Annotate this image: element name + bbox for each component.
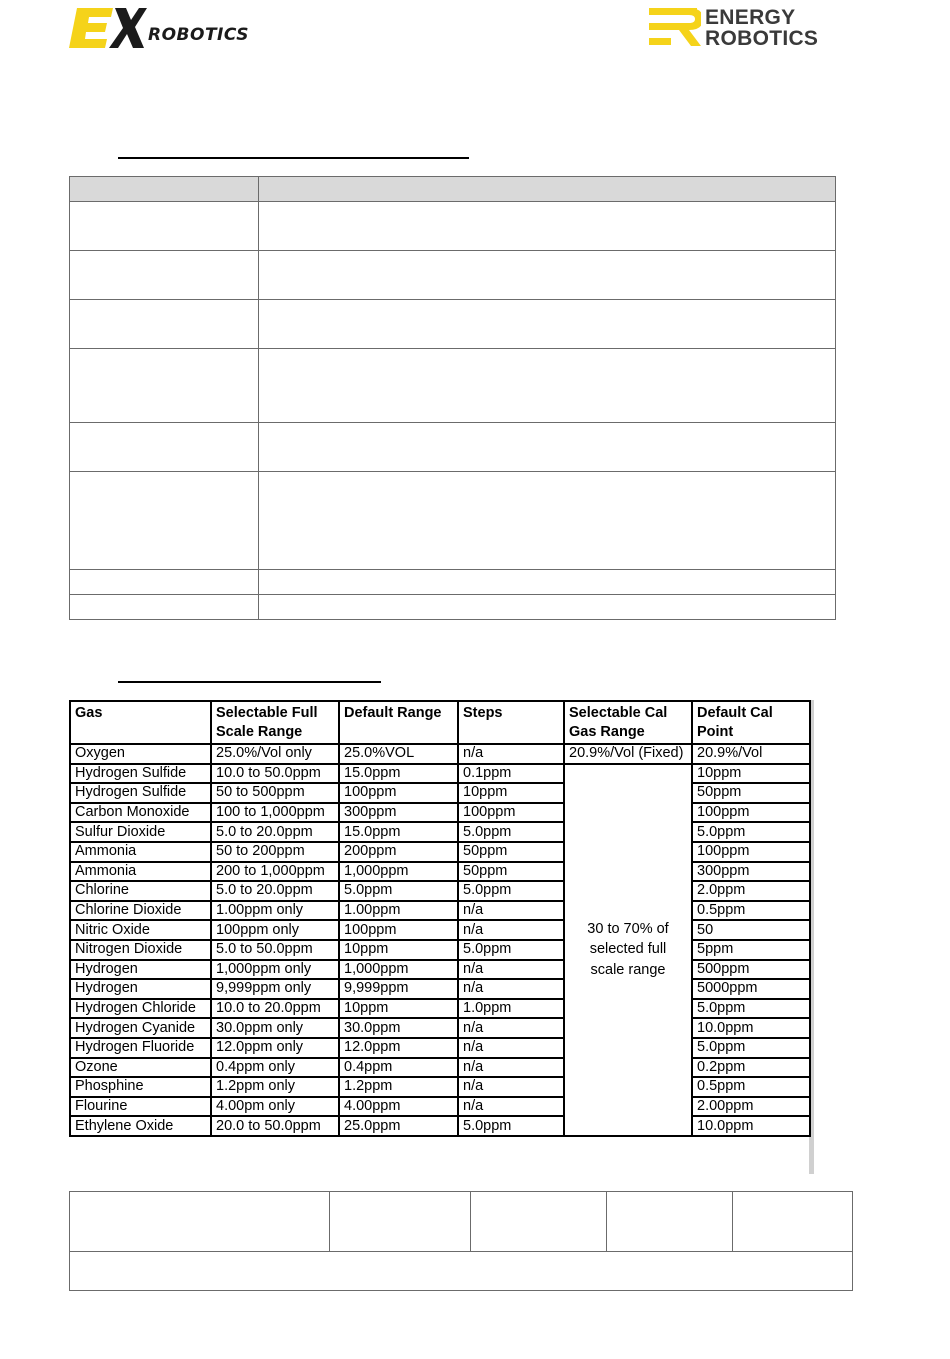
signoff-cell	[733, 1192, 853, 1252]
gas-table-cell: 30.0ppm	[339, 1018, 458, 1038]
gas-table-cell: 4.00ppm	[339, 1097, 458, 1117]
energy-robotics-logo	[649, 8, 829, 50]
signoff-row	[70, 1192, 853, 1252]
gas-table-cell: Hydrogen Fluoride	[70, 1038, 211, 1058]
gas-table-row	[70, 979, 810, 999]
spec-table-header-row	[70, 177, 836, 202]
gas-table-cell: 0.4ppm only	[211, 1058, 339, 1078]
spec-cell	[259, 423, 836, 472]
gas-table-header-cell: Default Cal Point	[692, 701, 810, 744]
spec-table-row	[70, 472, 836, 570]
gas-table-row	[70, 1018, 810, 1038]
gas-table-row	[70, 783, 810, 803]
gas-table-cell: 100ppm	[692, 803, 810, 823]
gas-table-cell: 100ppm only	[211, 920, 339, 940]
gas-table-header-cell: Selectable Full Scale Range	[211, 701, 339, 744]
gas-table-cell: 9,999ppm	[339, 979, 458, 999]
gas-table-cell: 100ppm	[339, 920, 458, 940]
gas-table-cell: Hydrogen Sulfide	[70, 764, 211, 784]
gas-table-cell: Oxygen	[70, 744, 211, 764]
signoff-cell	[471, 1192, 607, 1252]
specification-table	[69, 176, 836, 620]
gas-table-cell: n/a	[458, 960, 564, 980]
gas-table-cell: 1.2ppm	[339, 1077, 458, 1097]
spec-cell	[70, 349, 259, 423]
gas-table-cell: 1.0ppm	[458, 999, 564, 1019]
spec-cell	[259, 472, 836, 570]
spec-cell	[259, 202, 836, 251]
gas-table-cell: Chlorine Dioxide	[70, 901, 211, 921]
signoff-cell	[607, 1192, 733, 1252]
gas-table-row	[70, 842, 810, 862]
gas-table-cell: 50ppm	[692, 783, 810, 803]
gas-table-cell: 0.1ppm	[458, 764, 564, 784]
spec-header-cell	[259, 177, 836, 202]
spec-cell	[259, 570, 836, 595]
gas-table-cell: 50 to 200ppm	[211, 842, 339, 862]
merged-cal-range-cell: 30 to 70% of selected full scale range	[564, 764, 692, 1136]
section-heading-underline-1	[118, 157, 469, 159]
gas-table-row	[70, 1038, 810, 1058]
gas-table-cell: n/a	[458, 1038, 564, 1058]
gas-table-cell: 1,000ppm	[339, 862, 458, 882]
gas-table-cell: Phosphine	[70, 1077, 211, 1097]
spec-table-row	[70, 423, 836, 472]
gas-table-cell: 50ppm	[458, 862, 564, 882]
gas-table-row	[70, 1058, 810, 1078]
gas-table-cell: n/a	[458, 1077, 564, 1097]
gas-table-cell: Ammonia	[70, 842, 211, 862]
gas-table-cell: 30.0ppm only	[211, 1018, 339, 1038]
gas-range-table	[69, 700, 811, 1137]
gas-table-cell: 25.0ppm	[339, 1116, 458, 1136]
gas-table-cell: 1.2ppm only	[211, 1077, 339, 1097]
gas-table-cell: n/a	[458, 1058, 564, 1078]
gas-table-row	[70, 920, 810, 940]
gas-table-cell: Hydrogen	[70, 979, 211, 999]
spec-table-row	[70, 300, 836, 349]
spec-cell	[70, 202, 259, 251]
gas-table-cell: 10.0ppm	[692, 1018, 810, 1038]
gas-table-cell: 300ppm	[692, 862, 810, 882]
gas-table-cell: 100ppm	[692, 842, 810, 862]
signoff-table	[69, 1191, 853, 1291]
gas-table-cell: 5.0 to 20.0ppm	[211, 822, 339, 842]
gas-table-header-cell: Selectable Cal Gas Range	[564, 701, 692, 744]
gas-table-cell: 15.0ppm	[339, 764, 458, 784]
gas-table-cell: 20.9%/Vol (Fixed)	[564, 744, 692, 764]
spec-table-row	[70, 202, 836, 251]
gas-table-cell: 5.0ppm	[458, 822, 564, 842]
gas-table-cell: 5.0ppm	[458, 1116, 564, 1136]
gas-table-cell: Hydrogen Cyanide	[70, 1018, 211, 1038]
gas-table-cell: 0.5ppm	[692, 1077, 810, 1097]
gas-table-cell: 12.0ppm only	[211, 1038, 339, 1058]
gas-table-cell: 200 to 1,000ppm	[211, 862, 339, 882]
gas-table-cell: Nitrogen Dioxide	[70, 940, 211, 960]
gas-table-cell: 5.0ppm	[692, 999, 810, 1019]
spec-cell	[259, 251, 836, 300]
gas-table-cell: 300ppm	[339, 803, 458, 823]
spec-cell	[70, 251, 259, 300]
signoff-cell	[330, 1192, 471, 1252]
gas-table-cell: 1,000ppm	[339, 960, 458, 980]
gas-table-cell: Ethylene Oxide	[70, 1116, 211, 1136]
gas-table-row	[70, 1077, 810, 1097]
signoff-cell	[70, 1252, 853, 1291]
energy-logo-line2: ROBOTICS	[705, 27, 819, 50]
energy-logo-line1: ENERGY	[705, 6, 796, 29]
spec-header-cell	[70, 177, 259, 202]
gas-table-cell: 0.5ppm	[692, 901, 810, 921]
gas-table-cell: 5.0ppm	[692, 822, 810, 842]
gas-table-row	[70, 881, 810, 901]
gas-table-cell: 5.0ppm	[458, 940, 564, 960]
gas-table-cell: 5.0ppm	[458, 881, 564, 901]
gas-table-cell: Sulfur Dioxide	[70, 822, 211, 842]
gas-table-row	[70, 1097, 810, 1117]
spec-table-row	[70, 349, 836, 423]
gas-table-cell: n/a	[458, 744, 564, 764]
spec-cell	[70, 570, 259, 595]
section-heading-underline-2	[118, 681, 381, 683]
gas-table-cell: Hydrogen Sulfide	[70, 783, 211, 803]
gas-table-cell: n/a	[458, 1018, 564, 1038]
gas-table-cell: Carbon Monoxide	[70, 803, 211, 823]
gas-table-cell: 100ppm	[339, 783, 458, 803]
gas-table-cell: 4.00pm only	[211, 1097, 339, 1117]
gas-table-cell: Nitric Oxide	[70, 920, 211, 940]
spec-cell	[259, 300, 836, 349]
energy-robotics-logo-mark-icon	[649, 8, 701, 48]
gas-table-row	[70, 764, 810, 784]
ex-logo-mark-icon	[69, 8, 147, 48]
gas-table-cell: 1,000ppm only	[211, 960, 339, 980]
gas-table-cell: 1.00ppm only	[211, 901, 339, 921]
gas-table-cell: 2.0ppm	[692, 881, 810, 901]
gas-table-cell: 12.0ppm	[339, 1038, 458, 1058]
spec-table-row	[70, 570, 836, 595]
spec-cell	[70, 300, 259, 349]
gas-table-cell: 500ppm	[692, 960, 810, 980]
gas-table-cell: 10ppm	[339, 999, 458, 1019]
gas-table-header-row	[70, 701, 810, 744]
gas-table-header-cell: Steps	[458, 701, 564, 744]
gas-table-cell: 10.0 to 50.0ppm	[211, 764, 339, 784]
gas-table-cell: 2.00ppm	[692, 1097, 810, 1117]
gas-table-row	[70, 1116, 810, 1136]
gas-table-cell: Ozone	[70, 1058, 211, 1078]
gas-table-cell: 9,999ppm only	[211, 979, 339, 999]
gas-table-cell: 10ppm	[458, 783, 564, 803]
gas-table-cell: 25.0%/Vol only	[211, 744, 339, 764]
gas-table-row	[70, 940, 810, 960]
gas-table-cell: Hydrogen	[70, 960, 211, 980]
gas-table-cell: 5.0 to 50.0ppm	[211, 940, 339, 960]
gas-table-cell: 100ppm	[458, 803, 564, 823]
gas-table-header-cell: Default Range	[339, 701, 458, 744]
spec-table-row	[70, 251, 836, 300]
gas-table-cell: Ammonia	[70, 862, 211, 882]
gas-table-cell: Hydrogen Chloride	[70, 999, 211, 1019]
gas-table-cell: 20.9%/Vol	[692, 744, 810, 764]
signoff-row	[70, 1252, 853, 1291]
gas-table-row	[70, 960, 810, 980]
gas-table-cell: 10.0 to 20.0ppm	[211, 999, 339, 1019]
gas-table-row	[70, 999, 810, 1019]
gas-table-cell: 10ppm	[339, 940, 458, 960]
gas-table-cell: 50	[692, 920, 810, 940]
gas-table-cell: 5.0 to 20.0ppm	[211, 881, 339, 901]
gas-table-cell: 10.0ppm	[692, 1116, 810, 1136]
ex-logo-wordmark: ROBOTICS	[148, 25, 249, 45]
gas-table-cell: 0.2ppm	[692, 1058, 810, 1078]
spec-cell	[259, 349, 836, 423]
gas-table-cell: 1.00ppm	[339, 901, 458, 921]
gas-table-cell: 5.0ppm	[339, 881, 458, 901]
gas-table-cell: n/a	[458, 901, 564, 921]
gas-table-cell: 20.0 to 50.0ppm	[211, 1116, 339, 1136]
signoff-cell	[70, 1192, 330, 1252]
gas-table-cell: 5ppm	[692, 940, 810, 960]
gas-table-row	[70, 862, 810, 882]
gas-table-cell: 10ppm	[692, 764, 810, 784]
gas-table-cell: n/a	[458, 920, 564, 940]
gas-table-cell: 200ppm	[339, 842, 458, 862]
spec-table-row	[70, 595, 836, 620]
gas-table-cell: Chlorine	[70, 881, 211, 901]
gas-table-cell: 5.0ppm	[692, 1038, 810, 1058]
gas-table-row	[70, 822, 810, 842]
gas-table-row	[70, 744, 810, 764]
spec-cell	[70, 472, 259, 570]
gas-table-cell: 0.4ppm	[339, 1058, 458, 1078]
gas-table-cell: 25.0%VOL	[339, 744, 458, 764]
spec-cell	[70, 423, 259, 472]
spec-cell	[259, 595, 836, 620]
gas-table-cell: 100 to 1,000ppm	[211, 803, 339, 823]
gas-table-cell: 50 to 500ppm	[211, 783, 339, 803]
gas-table-cell: 50ppm	[458, 842, 564, 862]
gas-table-cell: 5000ppm	[692, 979, 810, 999]
gas-table-cell: 15.0ppm	[339, 822, 458, 842]
gas-table-row	[70, 803, 810, 823]
ex-robotics-logo	[69, 8, 249, 50]
gas-table-cell: Flourine	[70, 1097, 211, 1117]
gas-table-header-cell: Gas	[70, 701, 211, 744]
gas-table-row	[70, 901, 810, 921]
gas-table-cell: n/a	[458, 1097, 564, 1117]
spec-cell	[70, 595, 259, 620]
gas-table-cell: n/a	[458, 979, 564, 999]
